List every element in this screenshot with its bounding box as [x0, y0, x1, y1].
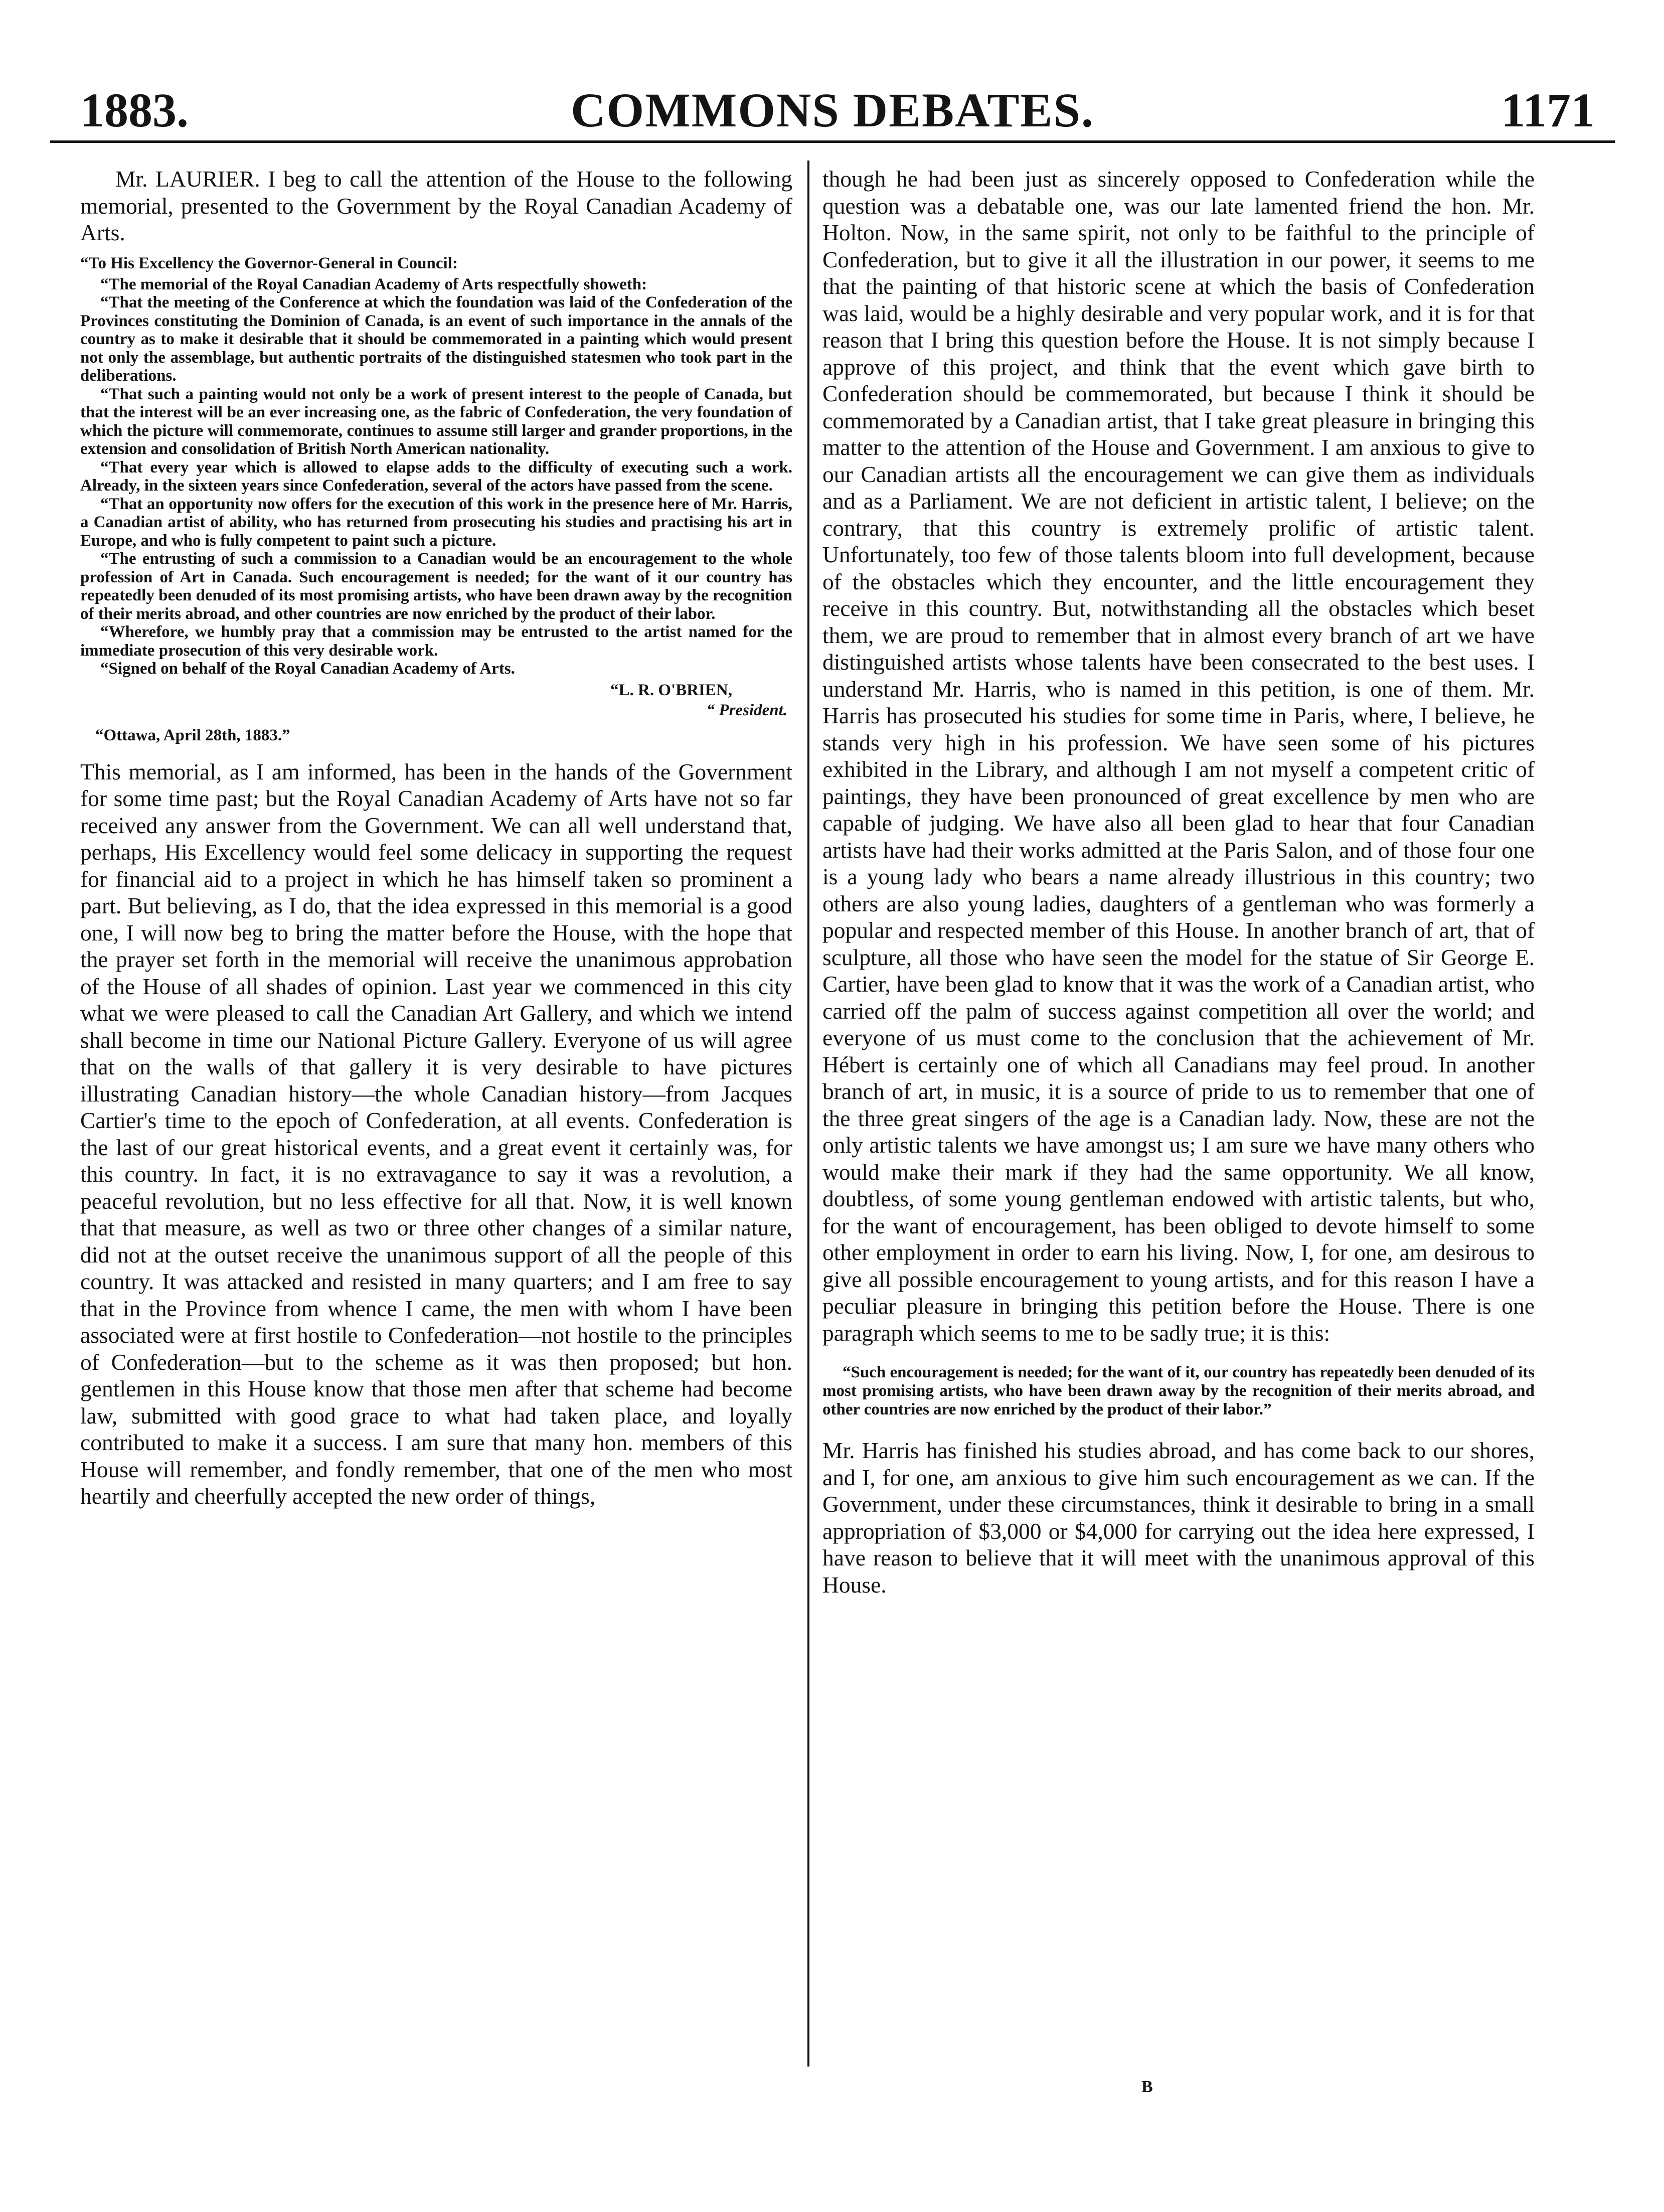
right-column — [822, 166, 1535, 1598]
signature-name: “L. R. O'BRIEN, — [610, 681, 732, 699]
page-header — [50, 75, 1615, 145]
header-rule — [50, 140, 1615, 143]
left-column — [80, 166, 792, 1510]
signature-mark: B — [1141, 2078, 1153, 2096]
publication-title: COMMONS DEBATES. — [571, 83, 1094, 137]
memorial-address: “To His Excellency the Governor-General in Council: — [80, 254, 458, 272]
page-number: 1171 — [1501, 83, 1595, 137]
intro-paragraph: Mr. LAURIER. I beg to call the attention of the House to the following memorial, presented to the Government by the Royal Canadian Academy of Arts. — [80, 166, 792, 245]
signature-title: “ President. — [706, 701, 787, 719]
column-divider — [807, 161, 809, 2067]
closing-paragraph: Mr. Harris has finished his studies abroad, and has come back to our shores, and I, for one, am anxious to give him such encouragement as we can. If the Government, under these circumstances, think it desirable to bring in a small appropriation of $3,000 or $4,000 for carrying out the idea here expressed, I have reason to believe that it will meet with the unanimous approval of this House. — [822, 1438, 1535, 1598]
header-year: 1883. — [80, 83, 189, 137]
memorial-paragraph: “That an opportunity now offers for the execution of this work in the presence here of Mr. Harris, a Canadian artist of ability, who has returned from prosecuting his studies and practising his art in Europe, and who is fully competent to paint such a picture. — [80, 495, 792, 550]
memorial-paragraph: “The memorial of the Royal Canadian Academy of Arts respectfully showeth: — [100, 275, 647, 293]
memorial-paragraph: “That the meeting of the Conference at which the foundation was laid of the Confederation of the Provinces constituting the Dominion of Canada, is an event of such importance in the annals of the country as to make it desirable that it should be commemorated in a painting which would present not only the assemblage, but authentic portraits of the distinguished statesmen who took part in the deliberations. — [80, 293, 792, 385]
memorial-paragraph: “That such a painting would not only be a work of present interest to the people of Canada, but that the interest will be an ever increasing one, as the fabric of Confederation, the very foundation of which the picture will commemorate, continues to assume still larger and grander proportions, in the extension and consolidation of British North American nationality. — [80, 385, 792, 458]
speech-paragraph: though he had been just as sincerely opposed to Confederation while the question was a debatable one, was our late lamented friend the hon. Mr. Holton. Now, in the same spirit, not only to be faithful to the principle of Confederation, but to give it all the illustration in our power, it seems to me that the painting of that historic scene at which the basis of Confederation was laid, would be a highly desirable and very popular work, and it is for that reason that I bring this question before the House. It is not simply because I approve of this project, and think that the event which gave birth to Confederation should be commemorated, but because I think it should be commemorated by a Canadian artist, that I take great pleasure in bringing this matter to the attention of the House and Government. I am anxious to give to our Canadian artists all the encouragement we can give them as individuals and as a Parliament. We are not deficient in artistic talent, I believe; on the contrary, that this country is extremely prolific of artistic talent. Unfortunately, too few of those talents bloom into full development, because of the obstacles which they encounter, and the little encouragement they receive in this country. But, notwithstanding all the obstacles which beset them, we are proud to remember that in almost every branch of art we have distinguished artists whose talents have been consecrated to the best uses. I understand Mr. Harris, who is named in this petition, is one of them. Mr. Harris has prosecuted his studies for some time in Paris, where, I believe, he stands very high in his profession. We have seen some of his pictures exhibited in the Library, and although I am not myself a competent critic of paintings, they have been pronounced of great excellence by men who are capable of judging. We have also all been glad to hear that four Canadian artists have had their works admitted at the Paris Salon, and of those four one is a young lady who bears a name already illustrious in this country; two others are also young ladies, daughters of a gentleman who was formerly a popular and respected member of this House. In another branch of art, that of sculpture, all those who have seen the model for the statue of Sir George E. Cartier, have been glad to know that it was the work of a Canadian artist, who carried off the palm of success against competition all over the world; and everyone of us must come to the conclusion that the achievement of Mr. Hébert is certainly one of which all Canadians may feel proud. In another branch of art, in music, it is a source of pride to us to remember that one of the three great singers of the age is a Canadian lady. Now, these are not the only artistic talents we have amongst us; I am sure we have many others who would make their mark if they had the same opportunity. We all know, doubtless, of some young gentleman endowed with artistic talents, but who, for the want of encouragement, has been obliged to devote himself to some other employment in order to earn his living. Now, I, for one, am desirous to give all possible encouragement to young artists, and for this reason I have a peculiar pleasure in bringing this petition before the House. There is one paragraph which seems to me to be sadly true; it is this: — [822, 166, 1535, 1346]
memorial-paragraph: “The entrusting of such a commission to a Canadian would be an encouragement to the whole profession of Art in Canada. Such encouragement is needed; for the want of it our country has repeatedly been denuded of its most promising artists, who have been drawn away by the recognition of their merits abroad, and other countries are now enriched by the product of their labor. — [80, 550, 792, 623]
memorial-paragraph: “That every year which is allowed to elapse adds to the difficulty of executing such a work. Already, in the sixteen years since Confederation, several of the actors have passed from the scene. — [80, 458, 792, 495]
memorial-paragraph: “Wherefore, we humbly pray that a commission may be entrusted to the artist named for the immediate prosecution of this very desirable work. — [80, 623, 792, 660]
memorial-paragraph: “Signed on behalf of the Royal Canadian Academy of Arts. — [100, 660, 515, 678]
quoted-passage: “Such encouragement is needed; for the want of it, our country has repeatedly been denuded of its most promising artists, who have been drawn away by the recognition of their merits abroad, and other countries are now enriched by the product of their labor.” — [822, 1363, 1535, 1418]
speech-paragraph: This memorial, as I am informed, has been in the hands of the Government for some time past; but the Royal Canadian Academy of Arts have not so far received any answer from the Government. We can all well understand that, perhaps, His Excellency would feel some delicacy in supporting the request for financial aid to a project in which he has himself taken so prominent a part. But believing, as I do, that the idea expressed in this memorial is a good one, I will now beg to bring the matter before the House, with the hope that the prayer set forth in the memorial will receive the unanimous approbation of the House of all shades of opinion. Last year we commenced in this city what we were pleased to call the Canadian Art Gallery, and which we intend shall become in time our National Picture Gallery. Everyone of us will agree that on the walls of that gallery it is very desirable to have pictures illustrating Canadian history—the whole Canadian history—from Jacques Cartier's time to the epoch of Confederation, at all events. Confederation is the last of our great historical events, and a great event it certainly was, for this country. In fact, it is no extravagance to say it was a revolution, a peaceful revolution, but no less effective for all that. Now, it is well known that that measure, as well as two or three other changes of a similar nature, did not at the outset receive the unanimous support of all the people of this country. It was attacked and resisted in many quarters; and I am free to say that in the Province from whence I came, the men with whom I have been associated were at first hostile to Confederation—not hostile to the principles of Confederation—but to the scheme as it was then proposed; but hon. gentlemen in this House know that those men after that scheme had become law, submitted with good grace to what had taken place, and loyally contributed to make it a success. I am sure that many hon. members of this House will remember, and fondly remember, that one of the men who most heartily and cheerfully accepted the new order of things, — [80, 758, 792, 1509]
memorial-date: “Ottawa, April 28th, 1883.” — [95, 726, 290, 744]
